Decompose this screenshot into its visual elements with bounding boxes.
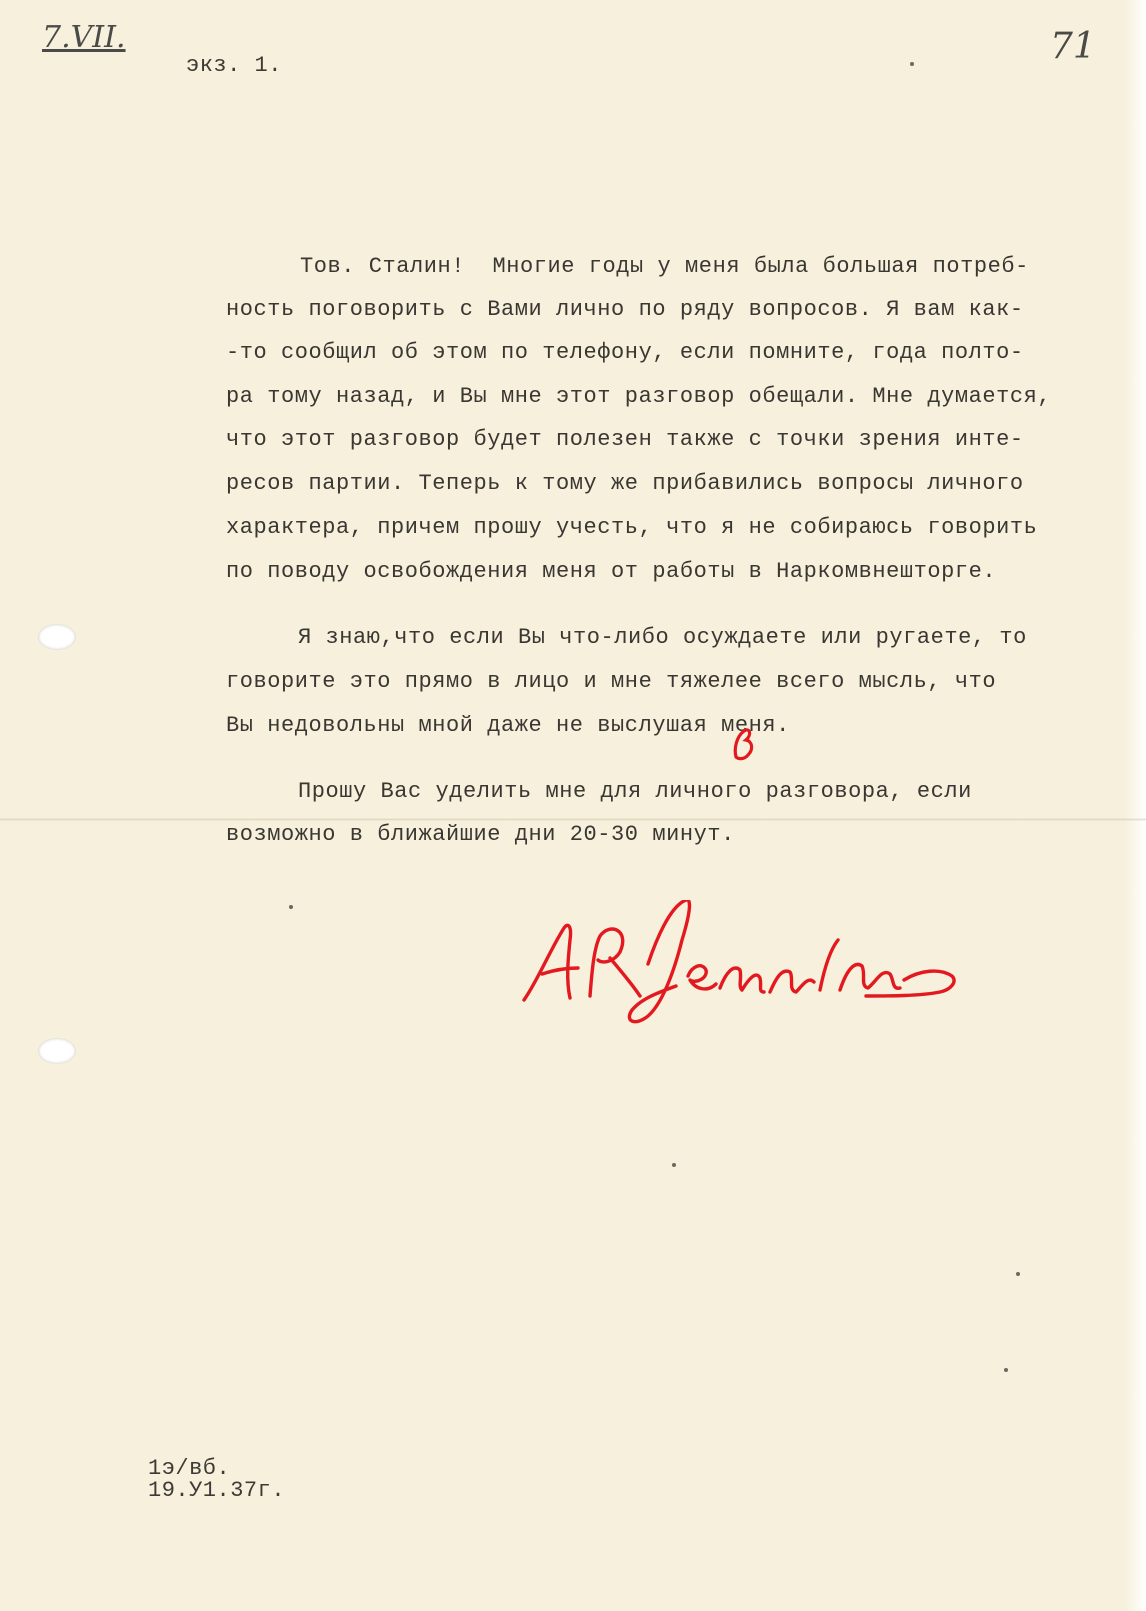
letter-line: ность поговорить с Вами лично по ряду вопросов. Я вам как- [226, 297, 1024, 322]
punch-hole-top [38, 624, 76, 650]
paper-speck [1004, 1368, 1008, 1372]
page-number: 71 [1050, 26, 1096, 67]
handwritten-date: 7.VII. [42, 20, 126, 55]
paper-speck [1016, 1272, 1020, 1276]
letter-line: говорите это прямо в лицо и мне тяжелее всего мысль, что [226, 669, 997, 694]
letter-line: что этот разговор будет полезен также с точки зрения инте- [226, 427, 1024, 452]
letter-line: по поводу освобождения меня от работы в Наркомвнешторге. [226, 559, 997, 584]
handwritten-correction-mark [730, 727, 756, 761]
letter-line: Я знаю,что если Вы что-либо осуждаете или ругаете, то [298, 625, 1027, 650]
letter-line: возможно в ближайшие дни 20-30 минут. [226, 822, 735, 847]
footer-index: 1э/вб. [148, 1456, 231, 1481]
letter-line: ра тому назад, и Вы мне этот разговор обещали. Мне думается, [226, 384, 1052, 409]
letter-line: Тов. Сталин! Многие годы у меня была большая потреб- [300, 254, 1029, 279]
letter-line: ресов партии. Теперь к тому же прибавились вопросы личного [226, 471, 1024, 496]
letter-line: Вы недовольны мной даже не выслушая меня. [226, 713, 790, 738]
paper-speck [289, 905, 293, 909]
footer-date: 19.У1.37г. [148, 1478, 286, 1503]
letter-line: -то сообщил об этом по телефону, если помните, года полто- [226, 340, 1024, 365]
letter-line: характера, причем прошу учесть, что я не собираюсь говорить [226, 515, 1038, 540]
punch-hole-bottom [38, 1038, 76, 1064]
letter-line: Прошу Вас уделить мне для личного разговора, если [298, 779, 972, 804]
signature [520, 900, 990, 1040]
paper-edge [1124, 0, 1146, 1611]
paper-fold-crease [0, 818, 1146, 821]
copy-label: экз. 1. [186, 53, 282, 78]
paper-speck [672, 1163, 676, 1167]
paper-speck [910, 62, 914, 66]
